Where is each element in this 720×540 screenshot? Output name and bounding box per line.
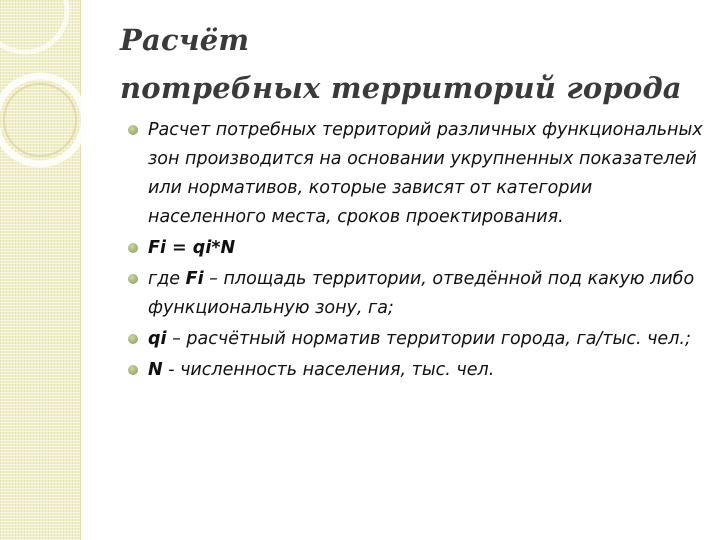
variable-term: Fi (185, 269, 204, 289)
list-item (128, 234, 708, 263)
variable-term: qi (148, 329, 167, 349)
bullet-icon (128, 243, 138, 253)
list-item (128, 325, 708, 354)
list-item (128, 356, 708, 385)
variable-term: N (148, 360, 163, 380)
slide-title (120, 16, 710, 112)
definition-text: - численность населения, тыс. чел. (162, 360, 495, 380)
definition-text: – площадь территории, отведённой под какую либо функциональную зону, га; (148, 269, 695, 318)
bullet-icon (128, 125, 138, 135)
formula: Fi = qi*N (148, 238, 236, 258)
bullet-list (128, 116, 708, 387)
slide-title-line-1: Расчёт (120, 23, 250, 57)
definition-text: – расчётный норматив территории города, га/тыс. чел.; (166, 329, 691, 349)
bullet-prefix: где (148, 269, 186, 289)
bullet-icon (128, 274, 138, 284)
bullet-icon (128, 365, 138, 375)
list-item (128, 116, 708, 232)
bullet-text: Расчет потребных территорий различных функциональных зон производится на основании укрупненных показателей или нормативов, которые зависят от категории населенного места, сроков проектирования. (148, 120, 703, 227)
list-item (128, 265, 708, 323)
decorative-circles (0, 0, 130, 190)
slide-title-line-2: потребных территорий города (120, 71, 682, 105)
bullet-icon (128, 334, 138, 344)
